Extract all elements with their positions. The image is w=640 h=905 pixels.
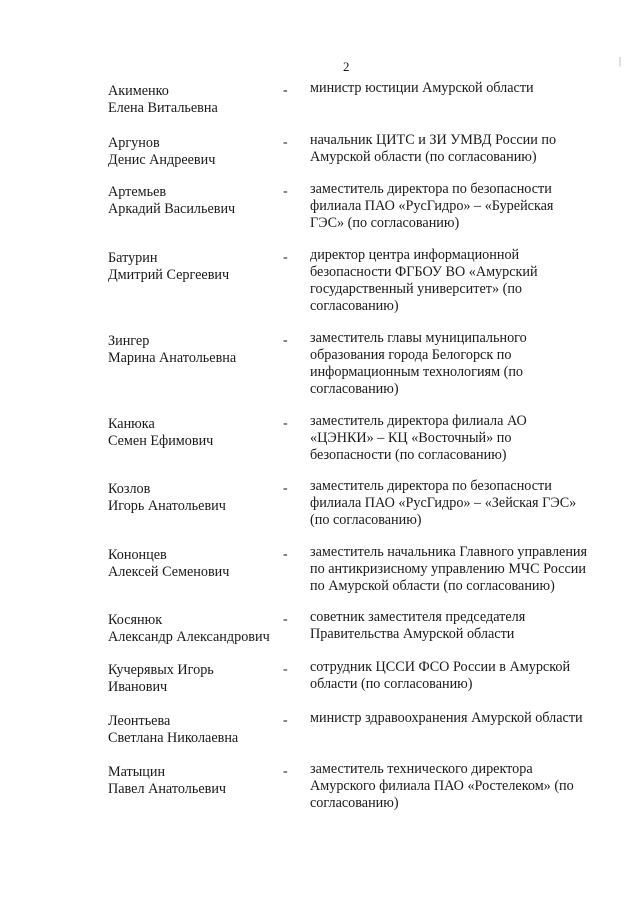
member-position: министр юстиции Амурской области (310, 80, 534, 96)
member-position: директор центра информационной безопасности ФГБОУ ВО «Амурский государственный университет» (по согласованию) (310, 247, 538, 314)
separator-dash: - (283, 333, 288, 348)
member-name: Матыцин Павел Анатольевич (108, 764, 227, 797)
member-position: заместитель технического директора Амурского филиала ПАО «Ростелеком» (по согласованию) (310, 761, 574, 811)
member-name: Аргунов Денис Андреевич (108, 135, 216, 168)
separator-dash: - (283, 250, 288, 265)
member-name: Артемьев Аркадий Васильевич (108, 184, 236, 217)
page-number: 2 (343, 59, 350, 74)
separator-dash: - (283, 662, 288, 677)
member-name: Кононцев Алексей Семенович (108, 547, 230, 580)
separator-dash: - (283, 416, 288, 431)
member-position: сотрудник ЦССИ ФСО России в Амурской области (по согласованию) (310, 659, 571, 692)
margin-mark: | (619, 56, 622, 67)
member-position: заместитель директора по безопасности филиала ПАО «РусГидро» – «Зейская ГЭС» (по согласованию) (310, 478, 577, 528)
member-position: начальник ЦИТС и ЗИ УМВД России по Амурской области (по согласованию) (310, 132, 557, 165)
member-name: Акименко Елена Витальевна (108, 83, 218, 116)
member-position: министр здравоохранения Амурской области (310, 710, 583, 726)
member-position: советник заместителя председателя Правительства Амурской области (310, 609, 526, 642)
member-name: Батурин Дмитрий Сергеевич (108, 250, 230, 283)
member-position: заместитель директора филиала АО «ЦЭНКИ» – КЦ «Восточный» по безопасности (по согласованию) (310, 413, 527, 463)
separator-dash: - (283, 135, 288, 150)
separator-dash: - (283, 83, 288, 98)
member-position: заместитель главы муниципального образования города Белогорск по информационным технологиям (по согласованию) (310, 330, 527, 397)
member-position: заместитель директора по безопасности филиала ПАО «РусГидро» – «Бурейская ГЭС» (по согласованию) (310, 181, 554, 231)
member-name: Кучерявых Игорь Иванович (108, 662, 214, 695)
member-name: Косянюк Александр Александрович (108, 612, 270, 645)
separator-dash: - (283, 184, 288, 199)
member-name: Козлов Игорь Анатольевич (108, 481, 226, 514)
member-position: заместитель начальника Главного управления по антикризисному управлению МЧС России по Амурской области (по согласованию) (310, 544, 588, 594)
separator-dash: - (283, 481, 288, 496)
separator-dash: - (283, 764, 288, 779)
member-name: Зингер Марина Анатольевна (108, 333, 237, 366)
member-name: Канюка Семен Ефимович (108, 416, 214, 449)
member-name: Леонтьева Светлана Николаевна (108, 713, 239, 746)
separator-dash: - (283, 713, 288, 728)
separator-dash: - (283, 612, 288, 627)
separator-dash: - (283, 547, 288, 562)
